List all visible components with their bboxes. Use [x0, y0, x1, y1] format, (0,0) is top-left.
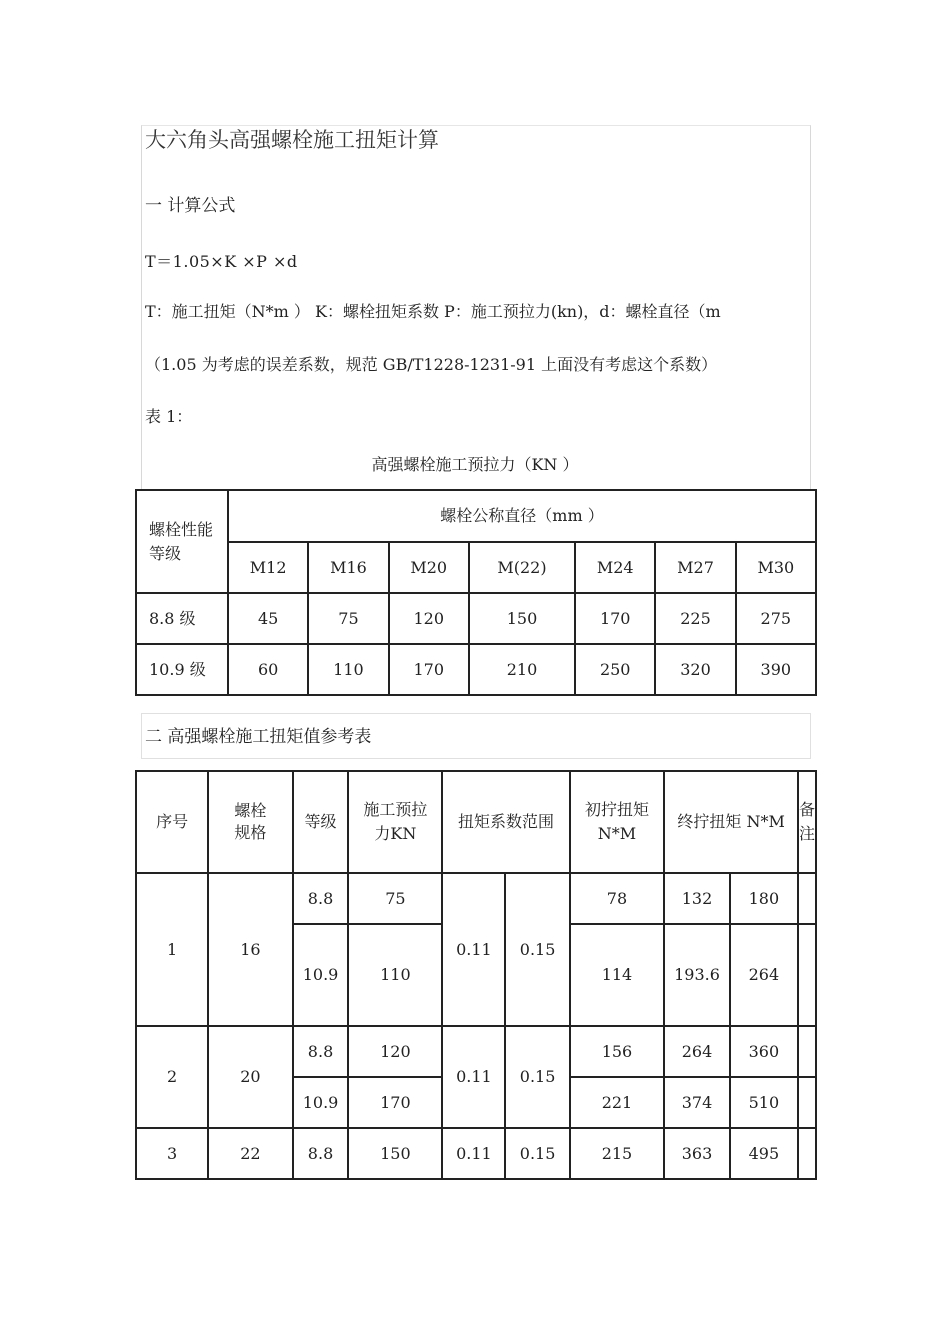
no-cell: 3 [136, 1128, 208, 1179]
preload-cell: 150 [348, 1128, 442, 1179]
kmax-cell: 0.15 [505, 1026, 569, 1128]
value-cell: 210 [469, 644, 575, 695]
kmax-cell: 0.15 [505, 873, 569, 1026]
spec-header: 螺栓规格 [208, 771, 292, 873]
grade-cell: 8.8 [293, 1128, 349, 1179]
initial-cell: 156 [570, 1026, 665, 1077]
initial-header: 初拧扭矩 N*M [570, 771, 665, 873]
final-min-cell: 193.6 [664, 924, 730, 1026]
final-max-cell: 510 [730, 1077, 798, 1128]
initial-cell: 215 [570, 1128, 665, 1179]
table-row [136, 644, 816, 695]
size-header: M12 [228, 542, 308, 593]
value-cell: 390 [736, 644, 816, 695]
section-heading-formula: 一 计算公式 [145, 196, 236, 216]
no-header: 序号 [136, 771, 208, 873]
size-header: M24 [575, 542, 655, 593]
preload-cell: 110 [348, 924, 442, 1026]
value-cell: 45 [228, 593, 308, 644]
value-cell: 320 [655, 644, 735, 695]
size-header: M(22) [469, 542, 575, 593]
final-max-cell: 264 [730, 924, 798, 1026]
table1-label: 表 1： [145, 407, 193, 426]
final-min-cell: 374 [664, 1077, 730, 1128]
kmax-cell: 0.15 [505, 1128, 569, 1179]
coef-header: 扭矩系数范围 [442, 771, 569, 873]
grade-cell: 10.9 [293, 1077, 349, 1128]
size-header: M20 [389, 542, 469, 593]
final-min-cell: 264 [664, 1026, 730, 1077]
formula-definitions: T：施工扭矩（N*m ） K：螺栓扭矩系数 P：施工预拉力(kn)，d：螺栓直径（m [145, 302, 721, 321]
final-min-cell: 132 [664, 873, 730, 924]
grade-cell: 8.8 [293, 1026, 349, 1077]
spec-cell: 16 [208, 873, 292, 1026]
size-header: M27 [655, 542, 735, 593]
preload-cell: 170 [348, 1077, 442, 1128]
initial-cell: 114 [570, 924, 665, 1026]
value-cell: 60 [228, 644, 308, 695]
torque-table [135, 770, 817, 1180]
remark-cell [798, 924, 816, 1026]
value-cell: 150 [469, 593, 575, 644]
size-header: M16 [308, 542, 388, 593]
no-cell: 1 [136, 873, 208, 1026]
remark-cell [798, 1077, 816, 1128]
remark-cell [798, 1026, 816, 1077]
final-header: 终拧扭矩 N*M [664, 771, 798, 873]
initial-cell: 78 [570, 873, 665, 924]
value-cell: 250 [575, 644, 655, 695]
value-cell: 170 [575, 593, 655, 644]
kmin-cell: 0.11 [442, 873, 505, 1026]
formula-text: T＝1.05×K ×P ×d [145, 252, 298, 271]
grade-cell: 10.9 级 [136, 644, 228, 695]
remark-cell [798, 1128, 816, 1179]
no-cell: 2 [136, 1026, 208, 1128]
page-title: 大六角头高强螺栓施工扭矩计算 [145, 128, 439, 152]
preload-cell: 75 [348, 873, 442, 924]
kmin-cell: 0.11 [442, 1026, 505, 1128]
final-max-cell: 495 [730, 1128, 798, 1179]
value-cell: 75 [308, 593, 388, 644]
table-row [136, 1026, 816, 1077]
value-cell: 110 [308, 644, 388, 695]
grade-cell: 10.9 [293, 924, 349, 1026]
header-row [136, 771, 816, 873]
final-max-cell: 180 [730, 873, 798, 924]
preload-table [135, 489, 817, 696]
size-header: M30 [736, 542, 816, 593]
spec-cell: 20 [208, 1026, 292, 1128]
table-row [136, 873, 816, 924]
final-min-cell: 363 [664, 1128, 730, 1179]
remark-header: 备注 [798, 771, 816, 873]
preload-header: 施工预拉力KN [348, 771, 442, 873]
remark-cell [798, 873, 816, 924]
value-cell: 120 [389, 593, 469, 644]
grade-header: 螺栓性能等级 [136, 490, 228, 593]
coefficient-note: （1.05 为考虑的误差系数，规范 GB/T1228-1231-91 上面没有考虑这个系数） [145, 355, 718, 374]
initial-cell: 221 [570, 1077, 665, 1128]
table1-caption: 高强螺栓施工预拉力（KN ） [371, 455, 579, 474]
grade-cell: 8.8 [293, 873, 349, 924]
value-cell: 170 [389, 644, 469, 695]
table-row [136, 1128, 816, 1179]
section-heading-torque: 二 高强螺栓施工扭矩值参考表 [145, 727, 372, 747]
grade-header: 等级 [293, 771, 349, 873]
value-cell: 225 [655, 593, 735, 644]
kmin-cell: 0.11 [442, 1128, 505, 1179]
spec-cell: 22 [208, 1128, 292, 1179]
diameter-header: 螺栓公称直径（mm ） [228, 490, 816, 542]
table-row [136, 593, 816, 644]
value-cell: 275 [736, 593, 816, 644]
preload-cell: 120 [348, 1026, 442, 1077]
final-max-cell: 360 [730, 1026, 798, 1077]
grade-cell: 8.8 级 [136, 593, 228, 644]
